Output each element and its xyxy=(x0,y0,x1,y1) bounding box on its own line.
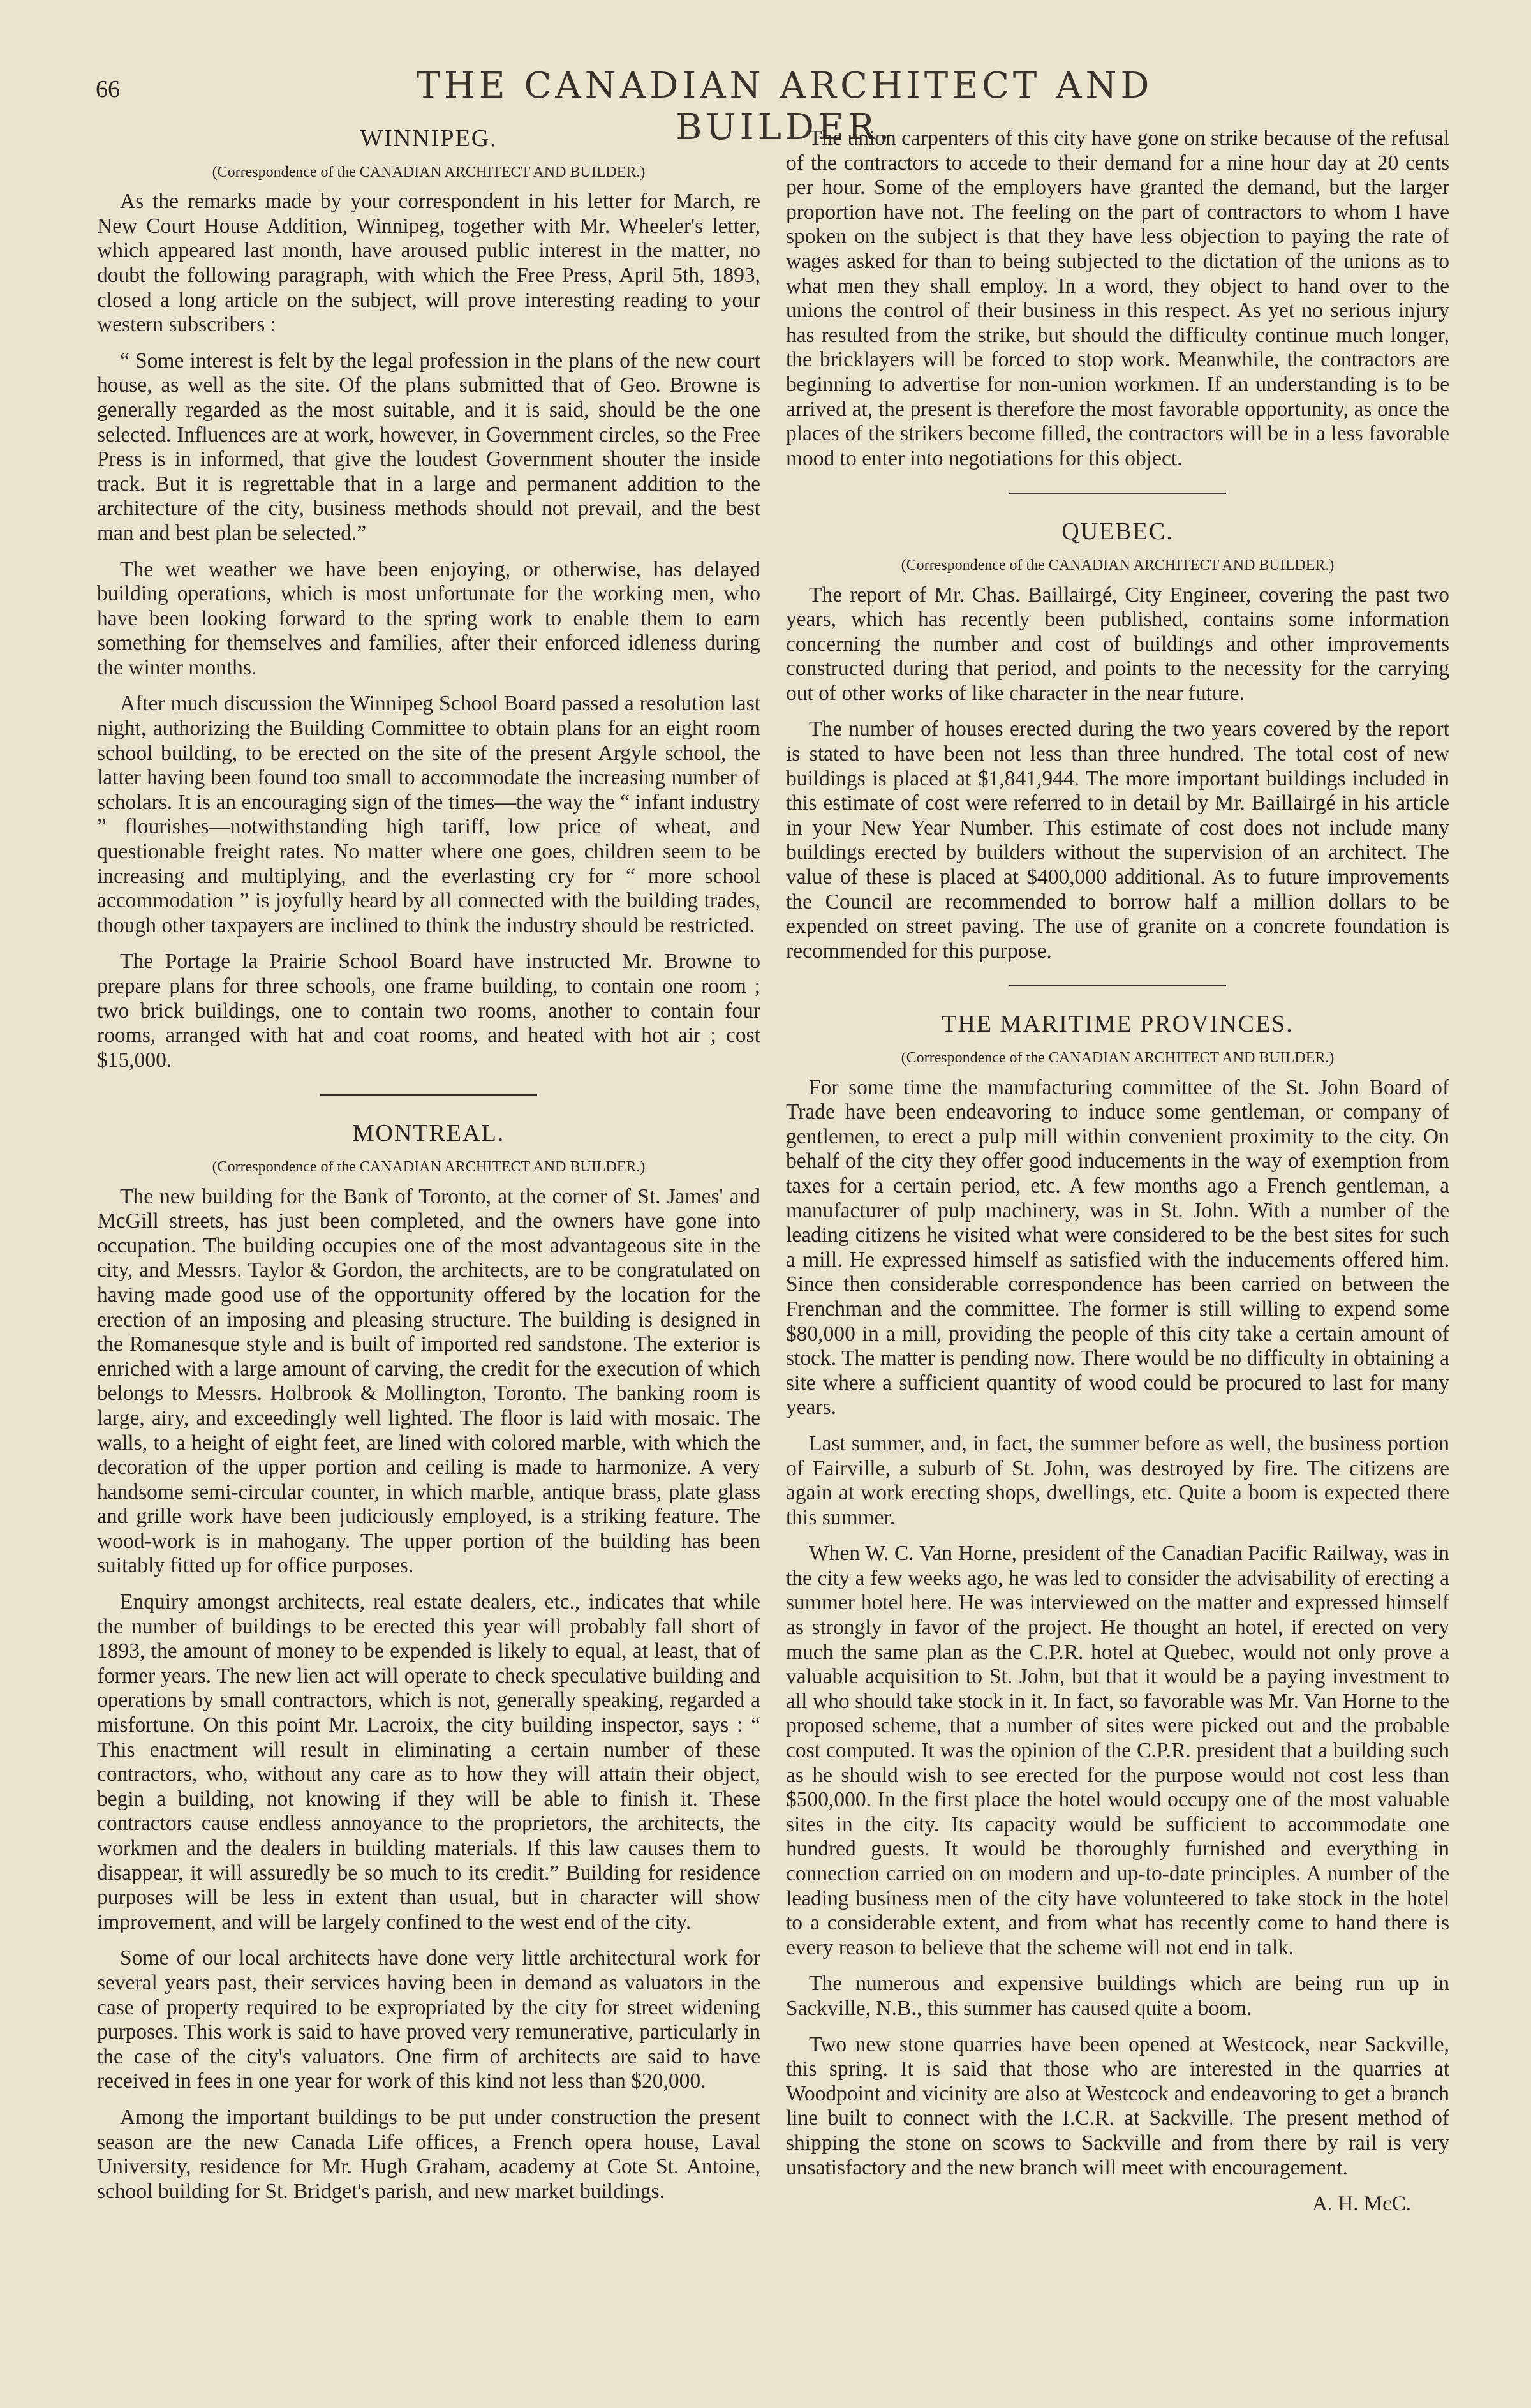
running-header: THE CANADIAN ARCHITECT AND BUILDER. xyxy=(416,65,1153,148)
right-column xyxy=(786,126,1449,2217)
paragraph: Last summer, and, in fact, the summer before as well, the business portion of Fairville, a suburb of St. John, was destroyed by fire. The citizens are again at work erecting shops, dwellings, etc. Quite a boom is expected there this summer. xyxy=(786,1431,1449,1529)
paragraph: The wet weather we have been enjoying, or otherwise, has delayed building operations, which is most unfortunate for the working men, who have been looking forward to the spring work to enable them to earn something for themselves and families, after their enforced idleness during the winter months. xyxy=(97,557,760,680)
correspondence-line: (Correspondence of the CANADIAN ARCHITECT AND BUILDER.) xyxy=(901,556,1335,574)
section-title: MONTREAL. xyxy=(352,1120,505,1147)
paragraph: As the remarks made by your correspondent in his letter for March, re New Court House Addition, Winnipeg, together with Mr. Wheeler's letter, which appeared last month, have aroused public interest in the matter, no doubt the following paragraph, with which the Free Press, April 5th, 1893, closed a long article on the subject, will prove interesting reading to your western subscribers : xyxy=(97,190,760,337)
paragraph: The new building for the Bank of Toronto, at the corner of St. James' and McGill streets, has just been completed, and the owners have gone into occupation. The building occupies one of the most advantageous site in the city, and Messrs. Taylor & Gordon, the architects, are to be congratulated on having made good use of the opportunity offered by the location for the erection of an imposing and pleasing structure. The building is designed in the Romanesque style and is built of imported red sandstone. The exterior is enriched with a large amount of carving, the credit for the execution of which belongs to Messrs. Holbrook & Mollington, Toronto. The banking room is large, airy, and exceedingly well lighted. The floor is laid with mosaic. The walls, to a height of eight feet, are lined with colored marble, with which the decoration of the upper portion and ceiling is made to harmonize. A very handsome semi-circular counter, in which marble, antique brass, plate glass and grille work have been judiciously employed, is a striking feature. The wood-work is in mahogany. The upper portion of the building has been suitably fitted up for office purposes. xyxy=(97,1184,760,1578)
section-divider xyxy=(1009,493,1226,494)
correspondence-line: (Correspondence of the CANADIAN ARCHITECT AND BUILDER.) xyxy=(212,1158,646,1175)
montreal-continuation xyxy=(786,126,1449,471)
paragraph: Two new stone quarries have been opened at Westcock, near Sackville, this spring. It is said that those who are interested in the quarries at Woodpoint and vicinity are also at Westcock and endeavoring to get a branch line built to connect with the I.C.R. at Sackville. The present method of shipping the stone on scows to Sackville and from there by rail is very unsatisfactory and the new branch will meet with encouragement. xyxy=(786,2032,1449,2180)
paragraph: The report of Mr. Chas. Baillairgé, City Engineer, covering the past two years, which has recently been published, contains some information concerning the number and cost of buildings and other improvements constructed during that period, and points to the necessity for the carrying out of other works of like character in the near future. xyxy=(786,583,1449,705)
correspondence-line: (Correspondence of the CANADIAN ARCHITECT AND BUILDER.) xyxy=(212,163,646,181)
paragraph: The numerous and expensive buildings which are being run up in Sackville, N.B., this summer has caused quite a boom. xyxy=(786,1972,1449,2020)
left-column xyxy=(97,126,760,2215)
montreal-section xyxy=(97,1121,760,2204)
paragraph: For some time the manufacturing committee of the St. John Board of Trade have been endeavoring to induce some gentleman, or company of gentlemen, to erect a pulp mill within convenient proximity to the city. On behalf of the city they offer good inducements in the way of exemption from taxes for a certain period, etc. A few months ago a French gentleman, a manufacturer of pulp machinery, was in St. John. With a number of the leading citizens he visited what were considered to be the best sites for such a mill. He expressed himself as satisfied with the inducements offered him. Since then considerable correspondence has been carried on between the Frenchman and the committee. The former is still willing to expend some $80,000 in a mill, providing the people of this city take a certain amount of stock. The matter is pending now. There would be no difficulty in obtaining a site where a sufficient quantity of wood could be procured to last for many years. xyxy=(786,1075,1449,1420)
section-title: WINNIPEG. xyxy=(360,125,498,152)
paragraph: When W. C. Van Horne, president of the Canadian Pacific Railway, was in the city a few weeks ago, he was led to consider the advisability of erecting a summer hotel here. He was interviewed on the matter and expressed himself as strongly in favor of the project. He thought an hotel, if erected on very much the same plan as the C.P.R. hotel at Quebec, would not only prove a valuable acquisition to St. John, but that it would be a paying investment to all who should take stock in it. In fact, so favorable was Mr. Van Horne to the proposed scheme, that a number of sites were picked out and the probable cost computed. It was the opinion of the C.P.R. president that a building such as he should wish to see erected for the purpose would not cost less than $500,000. In the first place the hotel would occupy one of the most valuable sites in the city. Its capacity would be sufficient to accommodate one hundred guests. It would be thoroughly furnished and everything in connection carried on on modern and up-to-date principles. A number of the leading business men of the city have volunteered to take stock in the hotel to a considerable extent, and from what has recently come to hand there is every reason to believe that the scheme will not end in talk. xyxy=(786,1542,1449,1959)
paragraph: After much discussion the Winnipeg School Board passed a resolution last night, authorizing the Building Committee to obtain plans for an eight room school building, to be erected on the site of the present Argyle school, the latter having been found too small to accommodate the increasing number of scholars. It is an encouraging sign of the times—the way the “ infant industry ” flourishes—notwithstanding high tariff, low price of wheat, and questionable freight rates. No matter where one goes, children seem to be increasing and multiplying, and the everlasting cry for “ more school accommodation ” is joyfully heard by all connected with the building trades, though other taxpayers are inclined to think the industry should be restricted. xyxy=(97,692,760,937)
paragraph: The Portage la Prairie School Board have instructed Mr. Browne to prepare plans for three schools, one frame building, to contain one room ; two brick buildings, one to contain two rooms, another to contain four rooms, arranged with hat and coat rooms, and heated with hot air ; cost $15,000. xyxy=(97,949,760,1072)
section-divider xyxy=(320,1094,537,1096)
paragraph: The union carpenters of this city have gone on strike because of the refusal of the contractors to accede to their demand for a nine hour day at 20 cents per hour. Some of the employers have granted the demand, but the larger proportion have not. The feeling on the part of contractors to whom I have spoken on the subject is that they have less objection to paying the rate of wages asked for than to being subjected to the dictation of the unions as to what men they shall employ. In a word, they object to hand over to the unions the control of their business in this respect. As yet no serious injury has resulted from the strike, but should the difficulty continue much longer, the bricklayers will be forced to stop work. Meanwhile, the contractors are beginning to advertise for non-union workmen. If an understanding is to be arrived at, the present is therefore the most favorable opportunity, as once the places of the strikers become filled, the contractors will be in a less favorable mood to enter into negotiations for this object. xyxy=(786,126,1449,470)
section-divider xyxy=(1009,985,1226,986)
paragraph: “ Some interest is felt by the legal profession in the plans of the new court house, as well as the site. Of the plans submitted that of Geo. Browne is generally regarded as the most suitable, and it is said, should be the one selected. Influences are at work, however, in Government circles, so the Free Press is in informed, that give the loudest Government shouter the inside track. But it is regrettable that in a large and permanent addition to the architecture of the city, business methods should not prevail, and the best man and best plan be selected.” xyxy=(97,348,760,545)
paragraph: Enquiry amongst architects, real estate dealers, etc., indicates that while the number of buildings to be erected this year will probably fall short of 1893, the amount of money to be expended is likely to equal, at least, that of former years. The new lien act will operate to check speculative building and operations by small contractors, which is not, generally speaking, regarded a misfortune. On this point Mr. Lacroix, the city building inspector, says : “ This enactment will result in eliminating a certain number of these contractors, who, without any care as to how they will attain their object, begin a building, not knowing if they will be able to finish it. These contractors cause endless annoyance to the proprietors, the architects, the workmen and the dealers in building materials. If this law causes them to disappear, it will assuredly be so much to its credit.” Building for residence purposes will be less in extent than usual, but in character will show improvement, and will be largely confined to the west end of the city. xyxy=(97,1590,760,1934)
section-title: QUEBEC. xyxy=(1061,518,1174,546)
correspondence-line: (Correspondence of the CANADIAN ARCHITECT AND BUILDER.) xyxy=(901,1050,1335,1066)
page-number: 66 xyxy=(96,76,120,103)
author-signature: A. H. McC. xyxy=(1312,2192,1411,2216)
paragraph: Some of our local architects have done very little architectural work for several years past, their services having been in demand as valuators in the case of property required to be expropriated by the city for street widening purposes. This work is said to have proved very remunerative, particularly in the case of the city's valuators. One firm of architects are said to have received in fees in one year for work of this kind not less than $20,000. xyxy=(97,1946,760,2093)
maritime-section xyxy=(786,1012,1449,2216)
paragraph: Among the important buildings to be put under construction the present season are the new Canada Life offices, a French opera house, Laval University, residence for Mr. Hugh Graham, academy at Cote St. Antoine, school building for St. Bridget's parish, and new market buildings. xyxy=(97,2105,760,2203)
section-title: THE MARITIME PROVINCES. xyxy=(942,1011,1294,1038)
winnipeg-section xyxy=(97,126,760,1073)
quebec-section xyxy=(786,519,1449,963)
paragraph: The number of houses erected during the two years covered by the report is stated to have been not less than three hundred. The total cost of new buildings is placed at $1,841,944. The more important buildings included in this estimate of cost were referred to in detail by Mr. Baillairgé in his article in your New Year Number. This estimate of cost does not include many buildings erected by builders without the supervision of an architect. The value of these is placed at $400,000 additional. As to future improvements the Council are recommended to borrow half a million dollars to be expended on street paving. The use of granite on a concrete foundation is recommended for this purpose. xyxy=(786,717,1449,963)
